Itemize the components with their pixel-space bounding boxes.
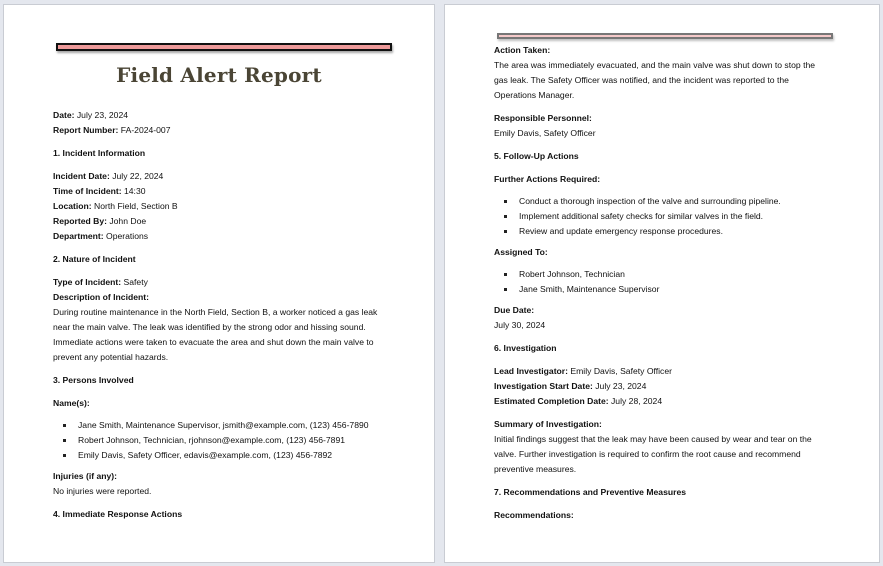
- description-line: near the main valve. The leak was identified by the strong odor and hissing sound.: [53, 322, 366, 332]
- decorative-header-bar: [56, 43, 392, 51]
- description-line: During routine maintenance in the North Field, Section B, a worker noticed a gas leak: [53, 307, 378, 317]
- action-taken-label: Action Taken:: [494, 45, 551, 55]
- summary-label: Summary of Investigation:: [494, 419, 602, 429]
- injuries-value: No injuries were reported.: [53, 486, 152, 496]
- list-item: Jane Smith, Maintenance Supervisor: [494, 282, 834, 297]
- field-incident-date: Incident Date: July 22, 2024: [53, 171, 164, 181]
- summary-line: valve. Further investigation is required to confirm the root cause and recommend: [494, 449, 801, 459]
- page-2-content: [494, 43, 834, 523]
- document-page-2: [444, 4, 880, 563]
- names-label: Name(s):: [53, 398, 90, 408]
- document-page-1: [3, 4, 435, 563]
- field-lead-investigator: Lead Investigator: Emily Davis, Safety Officer: [494, 366, 672, 376]
- section-heading-follow-up: 5. Follow-Up Actions: [494, 151, 579, 161]
- assigned-to-label: Assigned To:: [494, 247, 548, 257]
- action-taken-line: The area was immediately evacuated, and the main valve was shut down to stop the: [494, 60, 816, 70]
- field-investigation-start-date: Investigation Start Date: July 23, 2024: [494, 381, 647, 391]
- list-item: Implement additional safety checks for similar valves in the field.: [494, 209, 834, 224]
- assigned-to-list: [494, 267, 834, 297]
- due-date-value: July 30, 2024: [494, 320, 546, 330]
- section-heading-persons-involved: 3. Persons Involved: [53, 375, 134, 385]
- section-heading-nature-of-incident: 2. Nature of Incident: [53, 254, 136, 264]
- report-number: Report Number: FA-2024-007: [53, 125, 171, 135]
- list-item: Emily Davis, Safety Officer, edavis@example.com, (123) 456-7892: [53, 448, 393, 463]
- section-heading-investigation: 6. Investigation: [494, 343, 557, 353]
- action-taken-line: Operations Manager.: [494, 90, 575, 100]
- field-reported-by: Reported By: John Doe: [53, 216, 147, 226]
- list-item: Robert Johnson, Technician, rjohnson@example.com, (123) 456-7891: [53, 433, 393, 448]
- description-line: prevent any potential hazards.: [53, 352, 169, 362]
- page-1-content: [53, 108, 393, 530]
- section-heading-incident-information: 1. Incident Information: [53, 148, 146, 158]
- list-item: Robert Johnson, Technician: [494, 267, 834, 282]
- list-item: Conduct a thorough inspection of the valve and surrounding pipeline.: [494, 194, 834, 209]
- section-heading-immediate-response: 4. Immediate Response Actions: [53, 509, 183, 519]
- field-department: Department: Operations: [53, 231, 149, 241]
- report-date: Date: July 23, 2024: [53, 110, 129, 120]
- injuries-label: Injuries (if any):: [53, 471, 117, 481]
- field-location: Location: North Field, Section B: [53, 201, 178, 211]
- field-time-of-incident: Time of Incident: 14:30: [53, 186, 146, 196]
- further-actions-list: [494, 194, 834, 239]
- description-line: Immediate actions were taken to evacuate the area and shut down the main valve to: [53, 337, 374, 347]
- recommendations-label: Recommendations:: [494, 510, 574, 520]
- description-label: Description of Incident:: [53, 292, 149, 302]
- due-date-label: Due Date:: [494, 305, 535, 315]
- list-item: Review and update emergency response procedures.: [494, 224, 834, 239]
- section-heading-recommendations: 7. Recommendations and Preventive Measures: [494, 487, 686, 497]
- responsible-personnel-label: Responsible Personnel:: [494, 113, 592, 123]
- further-actions-label: Further Actions Required:: [494, 174, 601, 184]
- summary-line: Initial findings suggest that the leak may have been caused by wear and tear on the: [494, 434, 812, 444]
- decorative-header-bar: [497, 33, 833, 39]
- field-type-of-incident: Type of Incident: Safety: [53, 277, 148, 287]
- persons-list: [53, 418, 393, 463]
- document-title: Field Alert Report: [116, 63, 322, 87]
- responsible-personnel-value: Emily Davis, Safety Officer: [494, 128, 596, 138]
- list-item: Jane Smith, Maintenance Supervisor, jsmith@example.com, (123) 456-7890: [53, 418, 393, 433]
- action-taken-line: gas leak. The Safety Officer was notified, and the incident was reported to the: [494, 75, 789, 85]
- summary-line: preventive measures.: [494, 464, 577, 474]
- field-estimated-completion-date: Estimated Completion Date: July 28, 2024: [494, 396, 663, 406]
